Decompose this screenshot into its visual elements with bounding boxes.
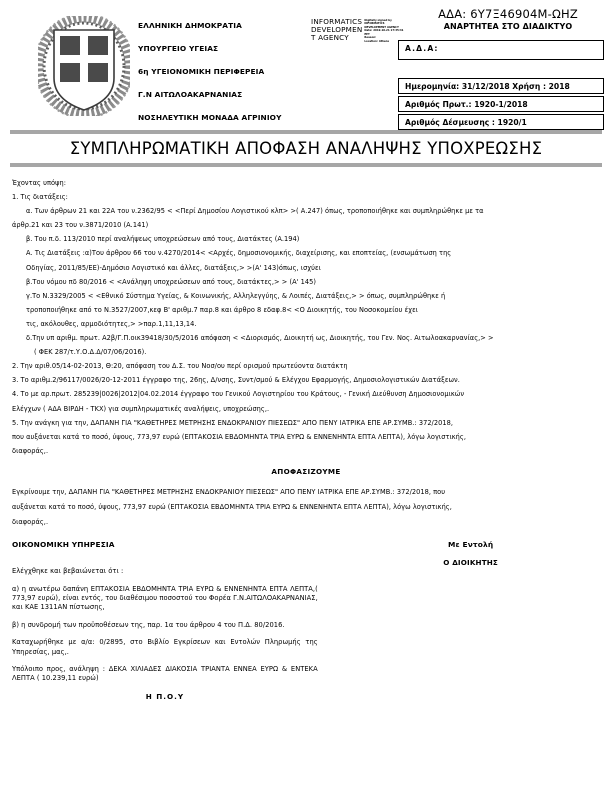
document-body — [0, 167, 612, 701]
organization-line-2: ΥΠΟΥΡΓΕΙΟ ΥΓΕΙΑΣ — [138, 43, 219, 53]
preamble-item-1-label: 1. Τις διατάξεις: — [12, 193, 68, 202]
preamble-item-4: 4. Το με αρ.πρωτ. 285239|0026|2012|04.02.2014 έγγραφο του Γενικού Λογιστηρίου του Κράτους, - Γενική Διεύθυνση Δημοσιονομικών — [12, 390, 465, 399]
certification-c: Καταχωρήθηκε με α/α: 0/2895, στο Βιβλίο Εγκρίσεων και Εντολών Πληρωμής της Υπηρεσίας, μας,. — [12, 638, 318, 656]
final-signature-label: Η Π.Ο.Υ — [145, 691, 185, 701]
organization-line-1: ΕΛΛΗΝΙΚΗ ΔΗΜΟΚΡΑΤΙΑ — [138, 21, 242, 30]
preamble-item-1A: Α. Τις Διατάξεις :α)Του άρθρου 66 του ν.4270/2014< <Αρχές, δημοσιονομικής, διαχείρισης, και εποπτείας, (ενσωμάτωση της — [26, 249, 452, 258]
signature-row — [12, 540, 600, 567]
signature-detail-5: EET — [364, 32, 370, 36]
preamble-item-1G-cont2: τις, ακόλουθες, αρμοδιότητες,> >παρ.1,11,13,14. — [26, 319, 197, 328]
digital-signature-stamp — [311, 18, 407, 52]
preamble-item-1a: α. Των άρθρων 21 και 22Α του ν.2362/95 < <Περί Δημοσίου Λογιστικού κλπ> >( Α.247) όπως, τροποποιήθηκε και συμπληρώθηκε με τα — [26, 207, 484, 216]
preamble-item-1B: β.Του νόμου πδ 80/2016 < <Ανάληψη υποχρεώσεων από τους, διατάκτες,> > (Α' 145) — [26, 277, 316, 286]
signature-detail-6: Reason: — [364, 36, 377, 40]
certified-intro: Ελέγχθηκε και βεβαιώνεται ότι : — [12, 567, 124, 576]
certification-d: Υπόλοιπο προς, ανάληψη : ΔΕΚΑ ΧΙΛΙΑΔΕΣ ΔΙΑΚΟΣΙΑ ΤΡΙΑΝΤΑ ΕΝΝΕΑ ΕΥΡΩ & ΕΝΤΕΚΑ ΛΕΠΤΑ ( 10.239,11 ευρώ) — [12, 665, 318, 683]
financial-service-heading: ΟΙΚΟΝΟΜΙΚΗ ΥΠΗΡΕΣΙΑ — [12, 540, 115, 550]
preamble-item-3: 3. Το αριθμ.2/96117/0026/20-12-2011 έγγραφο της, 26ης, Δ/νσης, Συντ/σμού & Ελέγχου Εφαρμογής, Δημοσιολογιστικών Διατάξεων. — [12, 376, 460, 385]
hellenic-republic-coat-of-arms-icon — [38, 16, 130, 116]
preamble-item-5-cont2: διαφοράς,. — [12, 446, 49, 455]
certification-list — [12, 567, 318, 684]
preamble-item-1G: γ.Το Ν.3329/2005 < <Εθνικό Σύστημα Υγείας, & Κοινωνικής, Αλληλεγγύης, & Λοιπές, Διατάξεις,> > όπως, συμπληρώθηκε ή — [26, 291, 446, 300]
ada-code: ΑΔΑ: 6Υ7Ξ46904Μ-ΩΗΖ — [438, 7, 578, 21]
decision-line-1: Εγκρίνουμε την, ΔΑΠΑΝΗ ΓΙΑ "ΚΑΘΕΤΗΡΕΣ ΜΕΤΡΗΣΗΣ ΕΝΔΟΚΡΑΝΙΟΥ ΠΙΕΣΕΩΣ" ΑΠΟ ΠΕΝΥ ΙΑΤΡΙΚΑ ΕΠΕ ΑΡ.ΣΥΜΒ.: 372/2018, που — [12, 488, 446, 497]
by-order-label: Με Εντολή — [448, 540, 494, 550]
signature-agency-line-2: DEVELOPMEN — [311, 25, 363, 35]
organization-line-4: Γ.Ν ΑΙΤΩΛΟΑΚΑΡΝΑΝΙΑΣ — [138, 89, 243, 99]
preamble-item-1a-cont: άρθρ.21 και 23 του ν.3871/2010 (Α.141) — [12, 221, 149, 230]
signature-agency-label — [311, 18, 362, 43]
preamble-item-5: 5. Την ανάγκη για την, ΔΑΠΑΝΗ ΓΙΑ "ΚΑΘΕΤΗΡΕΣ ΜΕΤΡΗΣΗΣ ΕΝΔΟΚΡΑΝΙΟΥ ΠΙΕΣΕΩΣ" ΑΠΟ ΠΕΝΥ ΙΑΤΡΙΚΑ ΕΠΕ ΑΡ.ΣΥΜΒ.: 372/2018, — [12, 418, 453, 427]
administrator-label: Ο ΔΙΟΙΚΗΤΗΣ — [443, 558, 498, 568]
preamble-item-1b: β. Του π.δ. 113/2010 περί αναλήψεως υποχρεώσεων από τους, Διατάκτες (Α.194) — [26, 235, 300, 244]
commitment-number-box: Αριθμός Δέσμευσης : 1920/1 — [398, 114, 604, 130]
signature-detail-7: Location: Athens — [364, 40, 390, 44]
signature-agency-line-3: T AGENCY — [311, 33, 349, 43]
administrator-column — [341, 540, 600, 567]
certification-a: α) η ανωτέρω δαπάνη ΕΠΤΑΚΟΣΙΑ ΕΒΔΟΜΗΝΤΑ ΤΡΙΑ ΕΥΡΩ & ΕΝΝΕΝΗΝΤΑ ΕΠΤΑ ΛΕΠΤΑ,( 773,97 ευρώ), είναι εντός, του διαθέσιμου ποσοστού του Φορέα Γ.Ν.ΑΙΤΩΛΟΑΚΑΡΝΑΝΙΑΣ, και ΚΑΕ 1311ΑΝ πίστωσης, — [12, 584, 318, 612]
decision-body — [12, 488, 600, 526]
signature-detail-1: Digitally signed by — [364, 18, 392, 22]
financial-service-column — [12, 540, 318, 567]
decide-heading: ΑΠΟΦΑΣΙΖΟΥΜΕ — [271, 467, 341, 477]
document-header — [0, 0, 612, 127]
ada-field-box: Α.Δ.Α: — [398, 40, 604, 60]
signature-agency-line-1: INFORMATICS — [311, 17, 363, 26]
signature-detail-2: INFORMATICS — [364, 22, 385, 26]
signature-detail-3: DEVELOPMENT AGENCY — [364, 25, 399, 29]
decision-line-2: αυξάνεται κατά το ποσό, ύψους, 773,97 ευρώ (ΕΠΤΑΚΟΣΙΑ ΕΒΔΟΜΗΝΤΑ ΤΡΙΑ ΕΥΡΩ & ΕΝΝΕΝΗΝΤΑ ΕΠΤΑ ΛΕΠΤΑ), λόγω λογιστικής, — [12, 502, 452, 511]
ada-header-group — [410, 8, 606, 33]
decision-line-3: διαφοράς,. — [12, 517, 49, 526]
date-field-box: Ημερομηνία: 31/12/2018 Χρήση : 2018 — [398, 78, 604, 94]
preamble-item-1D-cont: ( ΦΕΚ 287/τ.Υ.Ο.Δ.Δ/07/06/2016). — [34, 348, 147, 357]
having-regard-line: Έχοντας υπόψη: — [12, 179, 66, 187]
certification-b: β) η συνδρομή των προϋποθέσεων της, παρ. 1α του άρθρου 4 του Π.Δ. 80/2016. — [12, 620, 285, 629]
preamble-item-1A-cont: Οδηγίας, 2011/85/ΕΕ)-Δημόσιο Λογιστικό και άλλες, διατάξεις,> >(Α' 143)όπως, ισχύει — [26, 263, 321, 272]
preamble-item-5-cont: που αυξάνεται κατά το ποσό, ύψους, 773,97 ευρώ (ΕΠΤΑΚΟΣΙΑ ΕΒΔΟΜΗΝΤΑ ΤΡΙΑ ΕΥΡΩ & ΕΝΝΕΝΗΝΤΑ ΕΠΤΑ ΛΕΠΤΑ), λόγω λογιστικής, — [12, 432, 466, 441]
signature-detail-4: Date: 2019.10.21 17:35:41 — [364, 29, 404, 33]
preamble-item-1D: δ.Την υπ αριθμ. πρωτ. Α2β/Γ.Π.οικ39418/30/5/2016 απόφαση < <Διορισμός, Διοικητή ως, Διοικητής, του Γεν. Νος. Αιτωλοακαρνανίας,> > — [26, 334, 494, 343]
organization-line-5: ΝΟΣΗΛΕΥΤΙΚΗ ΜΟΝΑΔΑ ΑΓΡΙΝΙΟΥ — [138, 112, 282, 122]
organization-block — [138, 22, 308, 137]
preamble-item-4-cont: Ελέγχων ( ΑΔΑ ΒΙΡΔΗ - ΤΚΧ) για συμπληρωματικές αναλήψεις, υποχρεώσης,. — [12, 404, 270, 413]
organization-line-3: 6η ΥΓΕΙΟΝΟΜΙΚΗ ΠΕΡΙΦΕΡΕΙΑ — [138, 66, 265, 76]
page-title: ΣΥΜΠΛΗΡΩΜΑΤΙΚΗ ΑΠΟΦΑΣΗ ΑΝΑΛΗΨΗΣ ΥΠΟΧΡΕΩΣΗΣ — [69, 139, 543, 158]
preamble-item-1G-cont: τροποποιήθηκε από το Ν.3527/2007,κεφ Β' αριθμ.7 παρ.8 και άρθρο 8 εδαφ.8< <Ο Διοικητής, του Νοσοκομείου έχει — [26, 305, 418, 314]
ada-subtitle: ΑΝΑΡΤΗΤΕΑ ΣΤΟ ΔΙΑΔΙΚΤΥΟ — [443, 22, 573, 31]
preamble-item-2: 2. Την αριθ.05/14-02-2013, Θ:20, απόφαση του Δ.Σ. του Νοσ/ου περί ορισμού πρωτεύοντα διατάκτη — [12, 362, 348, 371]
protocol-number-box: Αριθμός Πρωτ.: 1920-1/2018 — [398, 96, 604, 112]
